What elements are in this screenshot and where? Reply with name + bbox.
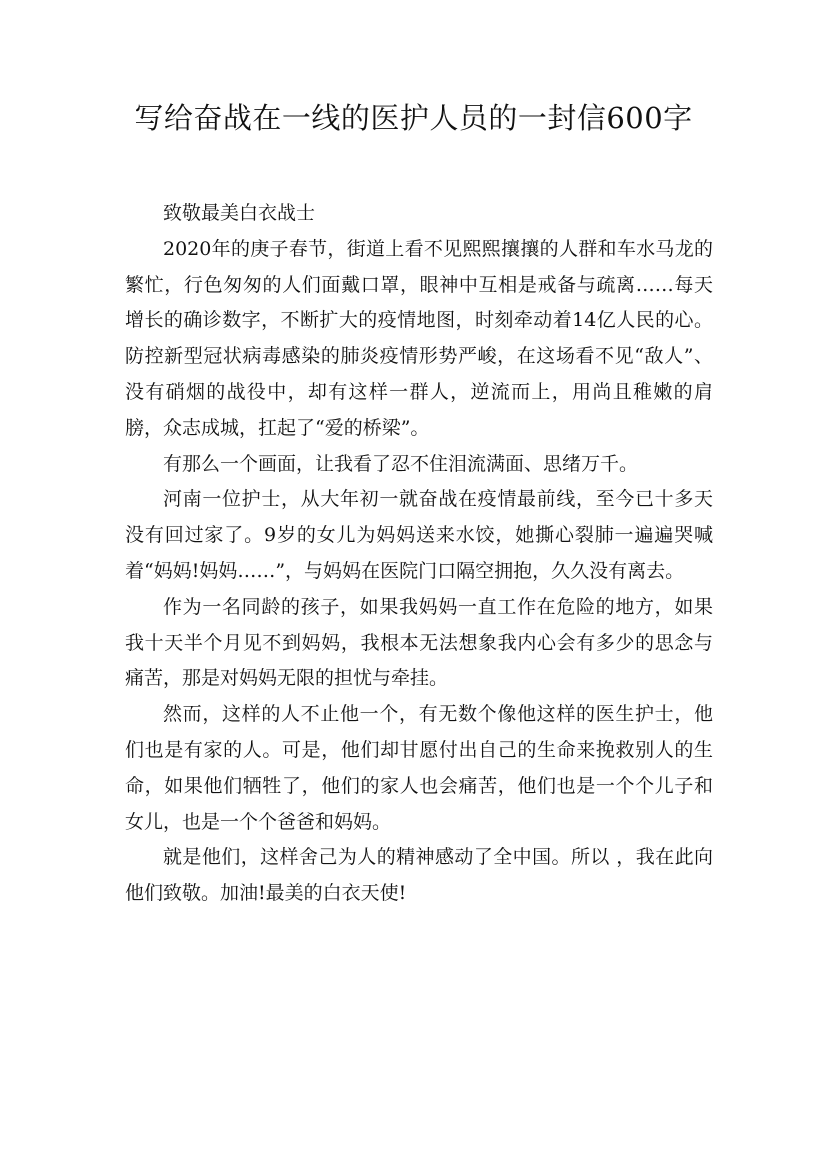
paragraph-6: 就是他们，这样舍己为人的精神感动了全中国。所以 ，我在此向他们致敬。加油!最美的白衣天使! (125, 846, 713, 905)
paragraph-3: 河南一位护士，从大年初一就奋战在疫情最前线，至今已十多天没有回过家了。9岁的女儿为妈妈送来水饺，她撕心裂肺一遍遍哭喊着“妈妈!妈妈……”，与妈妈在医院门口隔空拥抱，久久没有离去。 (125, 488, 713, 582)
paragraph-1: 2020年的庚子春节，街道上看不见熙熙攘攘的人群和车水马龙的繁忙，行色匆匆的人们面戴口罩，眼神中互相是戒备与疏离……每天增长的确诊数字，不断扩大的疫情地图，时刻牵动着14亿人民的心。防控新型冠状病毒感染的肺炎疫情形势严峻，在这场看不见“敌人”、没有硝烟的战役中，却有这样一群人，逆流而上，用尚且稚嫩的肩膀，众志成城，扛起了“爱的桥梁”。 (125, 237, 713, 439)
document-body (125, 196, 713, 912)
paragraph-2: 有那么一个画面，让我看了忍不住泪流满面、思绪万千。 (163, 452, 639, 475)
paragraph-4: 作为一名同龄的孩子，如果我妈妈一直工作在危险的地方，如果我十天半个月见不到妈妈，我根本无法想象我内心会有多少的思念与痛苦，那是对妈妈无限的担忧与牵挂。 (125, 595, 713, 690)
document-title: 写给奋战在一线的医护人员的一封信600字 (134, 101, 693, 135)
paragraph-greeting: 致敬最美白衣战士 (163, 202, 316, 224)
paragraph-5: 然而，这样的人不止他一个，有无数个像他这样的医生护士，他们也是有家的人。可是，他们却甘愿付出自己的生命来挽救别人的生命，如果他们牺牲了，他们的家人也会痛苦，他们也是一个个儿子和女儿，也是一个个爸爸和妈妈。 (125, 703, 713, 833)
